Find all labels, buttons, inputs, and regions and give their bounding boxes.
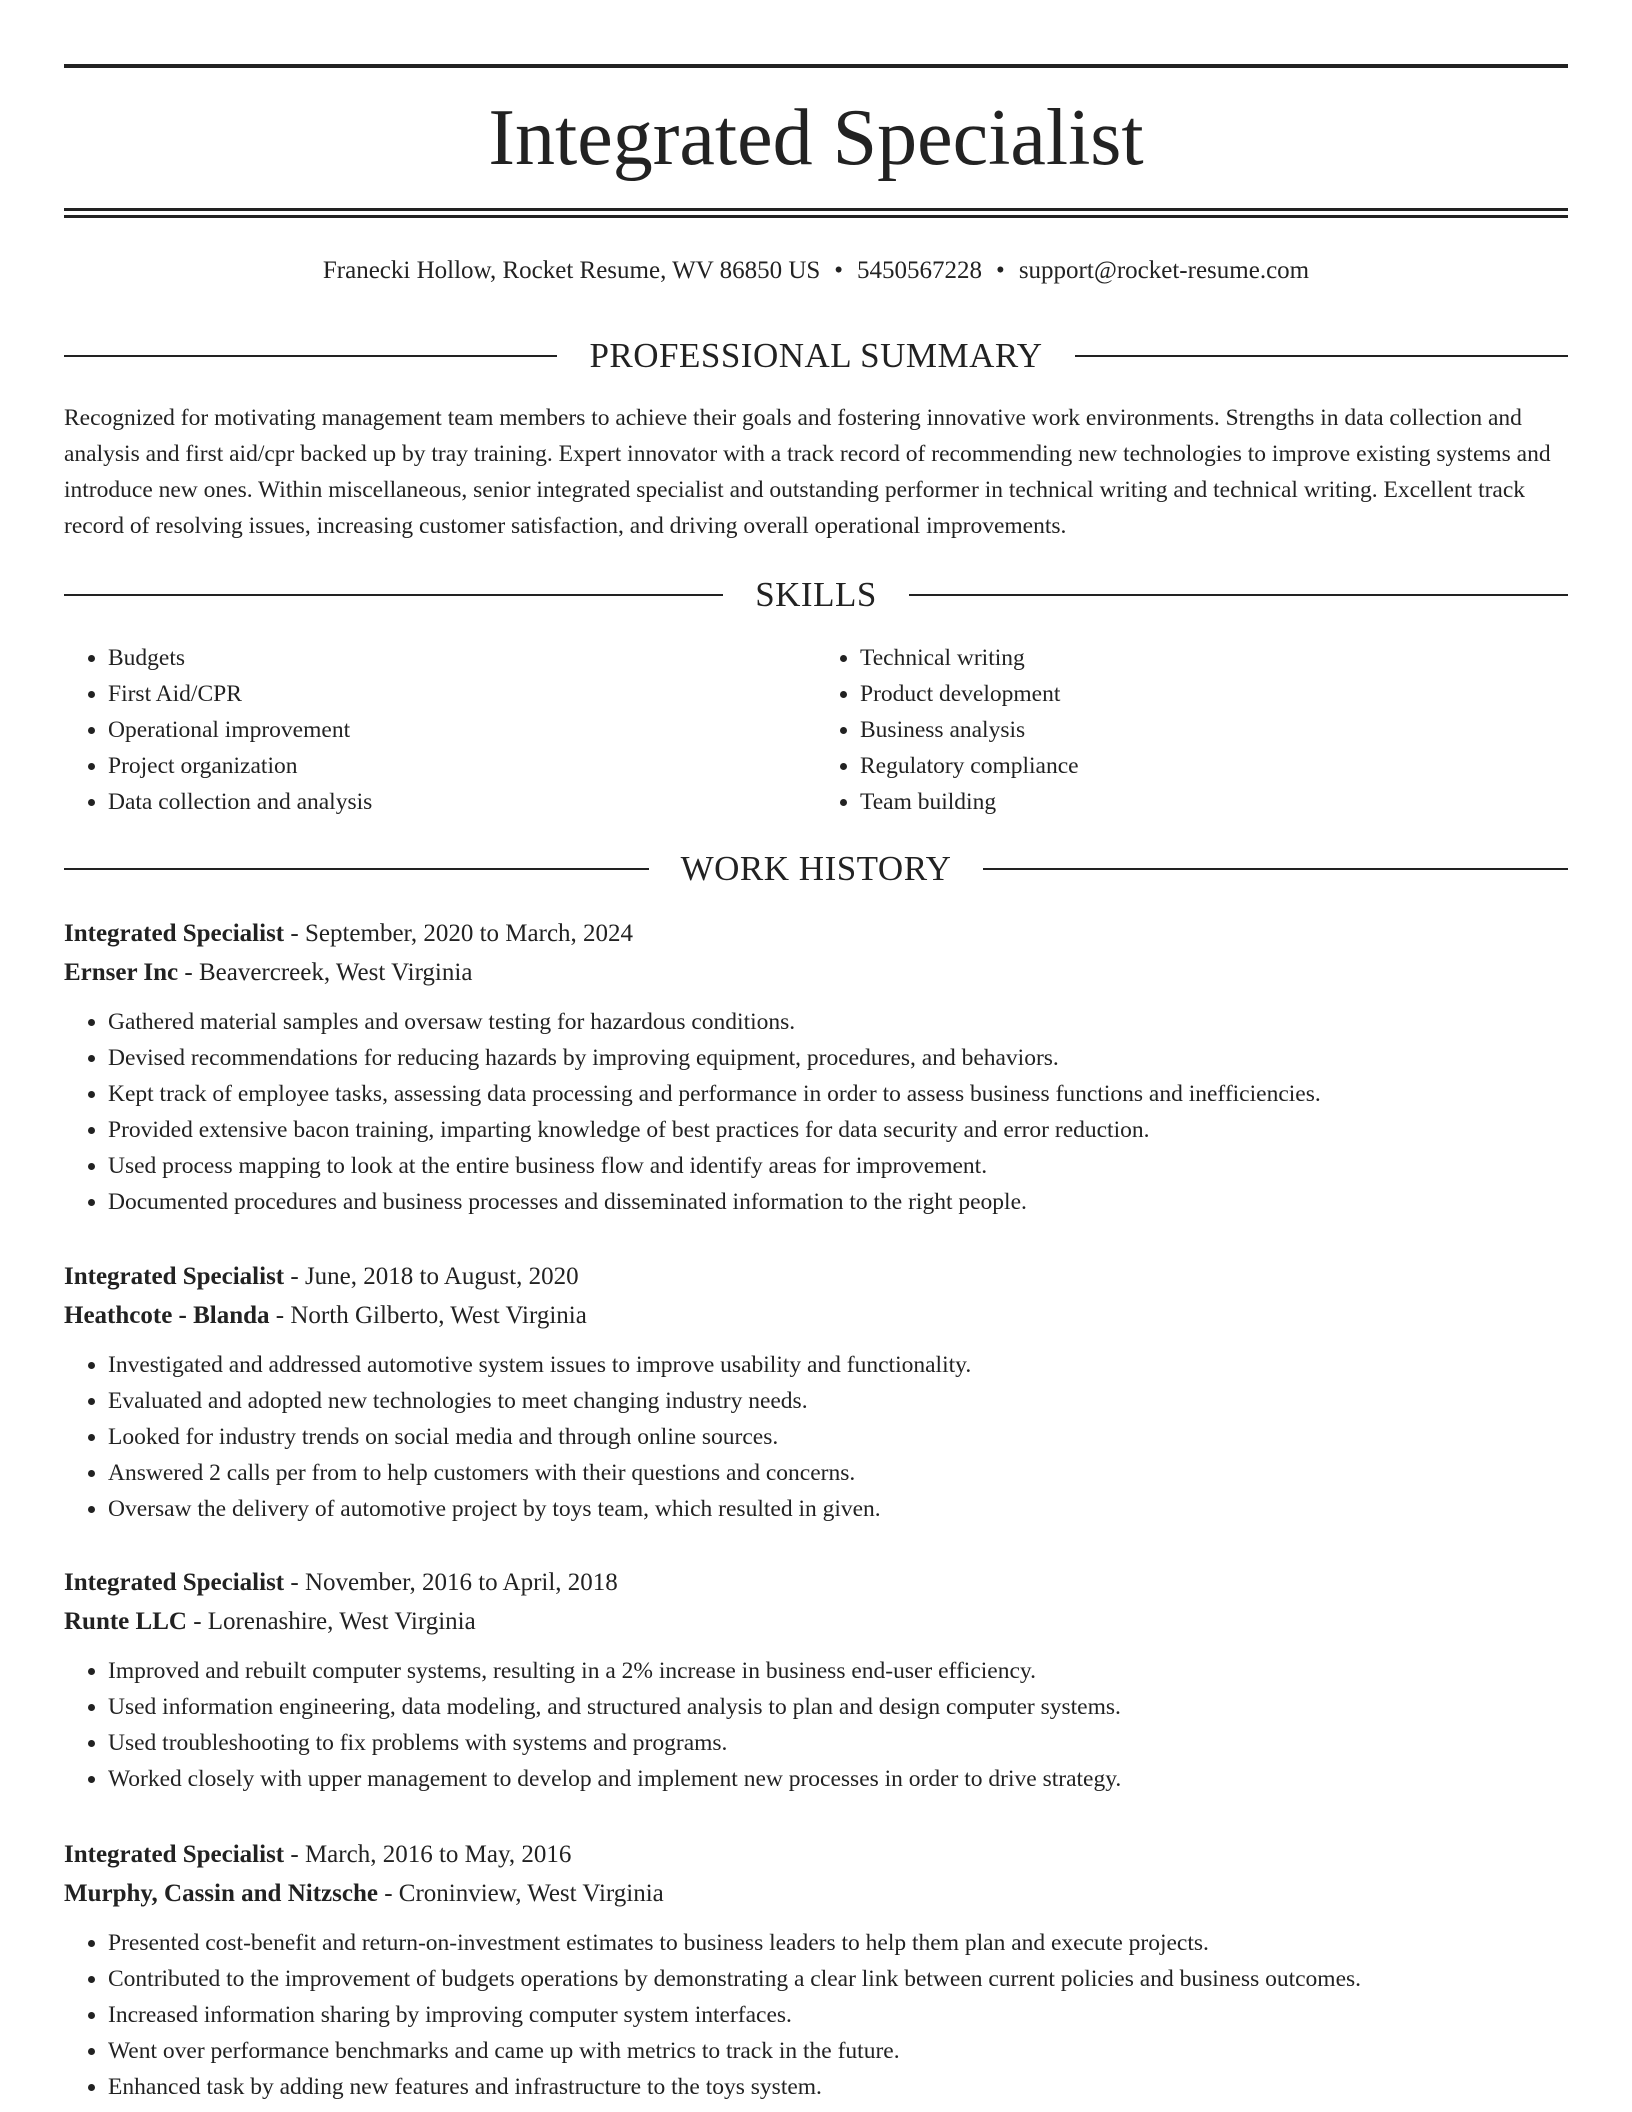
job-title: Integrated Specialist <box>64 1569 285 1596</box>
skills-section-title: SKILLS <box>755 575 877 614</box>
job-bullet: • Provided extensive bacon training, imparting knowledge of best practices for data security and error reduction. <box>108 1112 1568 1148</box>
contact-separator: • <box>996 257 1005 284</box>
section-rule-left <box>64 594 723 596</box>
job-bullets <box>64 1925 1568 2105</box>
skill-item: • Technical writing <box>860 640 1568 676</box>
job-company-line <box>64 953 1568 992</box>
section-rule-left <box>64 868 649 870</box>
skill-item: • Data collection and analysis <box>108 784 816 820</box>
skill-item: • Operational improvement <box>108 712 816 748</box>
job-bullet: • Increased information sharing by improving computer system interfaces. <box>108 1997 1568 2033</box>
job-location: - Beavercreek, West Virginia <box>178 959 473 986</box>
header-double-rule-lower <box>64 215 1568 218</box>
job-bullet: • Contributed to the improvement of budgets operations by demonstrating a clear link between current policies and business outcomes. <box>108 1961 1568 1997</box>
job-title: Integrated Specialist <box>64 1263 285 1290</box>
job-company-line <box>64 1874 1568 1913</box>
resume-name: Integrated Specialist <box>488 94 1144 182</box>
job-bullet: • Answered 2 calls per from to help customers with their questions and concerns. <box>108 1455 1568 1491</box>
work-section-header <box>64 847 1568 891</box>
job-location: - Lorenashire, West Virginia <box>186 1608 476 1635</box>
skill-item: • Project organization <box>108 748 816 784</box>
skill-item: • Budgets <box>108 640 816 676</box>
job-bullet: • Worked closely with upper management to develop and implement new processes in order to drive strategy. <box>108 1761 1568 1797</box>
job-company: Heathcote - Blanda <box>64 1302 270 1329</box>
job-company-line <box>64 1296 1568 1335</box>
job-role-line <box>64 914 1568 953</box>
job-dates: - March, 2016 to May, 2016 <box>284 1841 572 1868</box>
job-dates: - September, 2020 to March, 2024 <box>284 920 634 947</box>
job-bullet: • Kept track of employee tasks, assessing data processing and performance in order to assess business functions and inefficiencies. <box>108 1076 1568 1112</box>
job-entry <box>64 1835 1568 2105</box>
job-entry <box>64 914 1568 1220</box>
skill-item: • Regulatory compliance <box>860 748 1568 784</box>
contact-email: support@rocket-resume.com <box>1018 257 1310 284</box>
section-rule-left <box>64 355 557 357</box>
job-location: - Croninview, West Virginia <box>377 1880 664 1907</box>
job-bullet: • Presented cost-benefit and return-on-investment estimates to business leaders to help them plan and execute projects. <box>108 1925 1568 1961</box>
section-rule-right <box>909 594 1568 596</box>
contact-address: Franecki Hollow, Rocket Resume, WV 86850 US <box>322 257 821 284</box>
job-company: Ernser Inc <box>64 959 179 986</box>
job-bullet: • Looked for industry trends on social media and through online sources. <box>108 1419 1568 1455</box>
job-bullets <box>64 1653 1568 1797</box>
skill-item: • Business analysis <box>860 712 1568 748</box>
job-bullet: • Enhanced task by adding new features and infrastructure to the toys system. <box>108 2069 1568 2105</box>
job-bullet: • Improved and rebuilt computer systems, resulting in a 2% increase in business end-user efficiency. <box>108 1653 1568 1689</box>
job-company: Murphy, Cassin and Nitzsche <box>64 1880 378 1907</box>
job-bullet: • Devised recommendations for reducing hazards by improving equipment, procedures, and behaviors. <box>108 1040 1568 1076</box>
work-section-title: WORK HISTORY <box>680 849 952 888</box>
job-entry <box>64 1257 1568 1527</box>
job-bullet: • Gathered material samples and oversaw testing for hazardous conditions. <box>108 1004 1568 1040</box>
contact-phone: 5450567228 <box>857 257 983 284</box>
job-bullets <box>64 1347 1568 1527</box>
skill-item: • Product development <box>860 676 1568 712</box>
header-top-rule <box>64 64 1568 68</box>
skills-list <box>64 640 1568 820</box>
job-bullet: • Evaluated and adopted new technologies to meet changing industry needs. <box>108 1383 1568 1419</box>
job-bullets <box>64 1004 1568 1220</box>
section-rule-right <box>1075 355 1568 357</box>
job-bullet: • Documented procedures and business processes and disseminated information to the right people. <box>108 1184 1568 1220</box>
contact-line <box>64 254 1568 288</box>
job-title: Integrated Specialist <box>64 1841 285 1868</box>
job-bullet: • Used information engineering, data modeling, and structured analysis to plan and design computer systems. <box>108 1689 1568 1725</box>
job-company: Runte LLC <box>64 1608 187 1635</box>
contact-separator: • <box>834 257 844 284</box>
job-dates: - June, 2018 to August, 2020 <box>284 1263 579 1290</box>
job-bullet: • Oversaw the delivery of automotive project by toys team, which resulted in given. <box>108 1491 1568 1527</box>
summary-section-title: PROFESSIONAL SUMMARY <box>589 336 1043 375</box>
job-title: Integrated Specialist <box>64 920 285 947</box>
job-role-line <box>64 1835 1568 1874</box>
job-entry <box>64 1563 1568 1797</box>
job-location: - North Gilberto, West Virginia <box>269 1302 587 1329</box>
job-bullet: • Used process mapping to look at the entire business flow and identify areas for improvement. <box>108 1148 1568 1184</box>
skill-item: • Team building <box>860 784 1568 820</box>
job-role-line <box>64 1563 1568 1602</box>
job-bullet: • Investigated and addressed automotive system issues to improve usability and functionality. <box>108 1347 1568 1383</box>
section-rule-right <box>983 868 1568 870</box>
summary-text: Recognized for motivating management team members to achieve their goals and fostering innovative work environments. Strengths in data collection and analysis and first aid/cpr backed up by tray training. Expert innovator with a track record of recommending new technologies to improve existing systems and introduce new ones. Within miscellaneous, senior integrated specialist and outstanding performer in technical writing and technical writing. Excellent track record of resolving issues, increasing customer satisfaction, and driving overall operational improvements. <box>64 405 1551 539</box>
job-bullet: • Used troubleshooting to fix problems with systems and programs. <box>108 1725 1568 1761</box>
summary-section-header <box>64 334 1568 378</box>
skills-column-left <box>64 640 816 820</box>
skill-item: • First Aid/CPR <box>108 676 816 712</box>
job-dates: - November, 2016 to April, 2018 <box>284 1569 618 1596</box>
job-role-line <box>64 1257 1568 1296</box>
skills-section-header <box>64 573 1568 617</box>
skills-column-right <box>816 640 1568 820</box>
job-bullet: • Went over performance benchmarks and came up with metrics to track in the future. <box>108 2033 1568 2069</box>
job-company-line <box>64 1602 1568 1641</box>
header-double-rule-upper <box>64 208 1568 211</box>
